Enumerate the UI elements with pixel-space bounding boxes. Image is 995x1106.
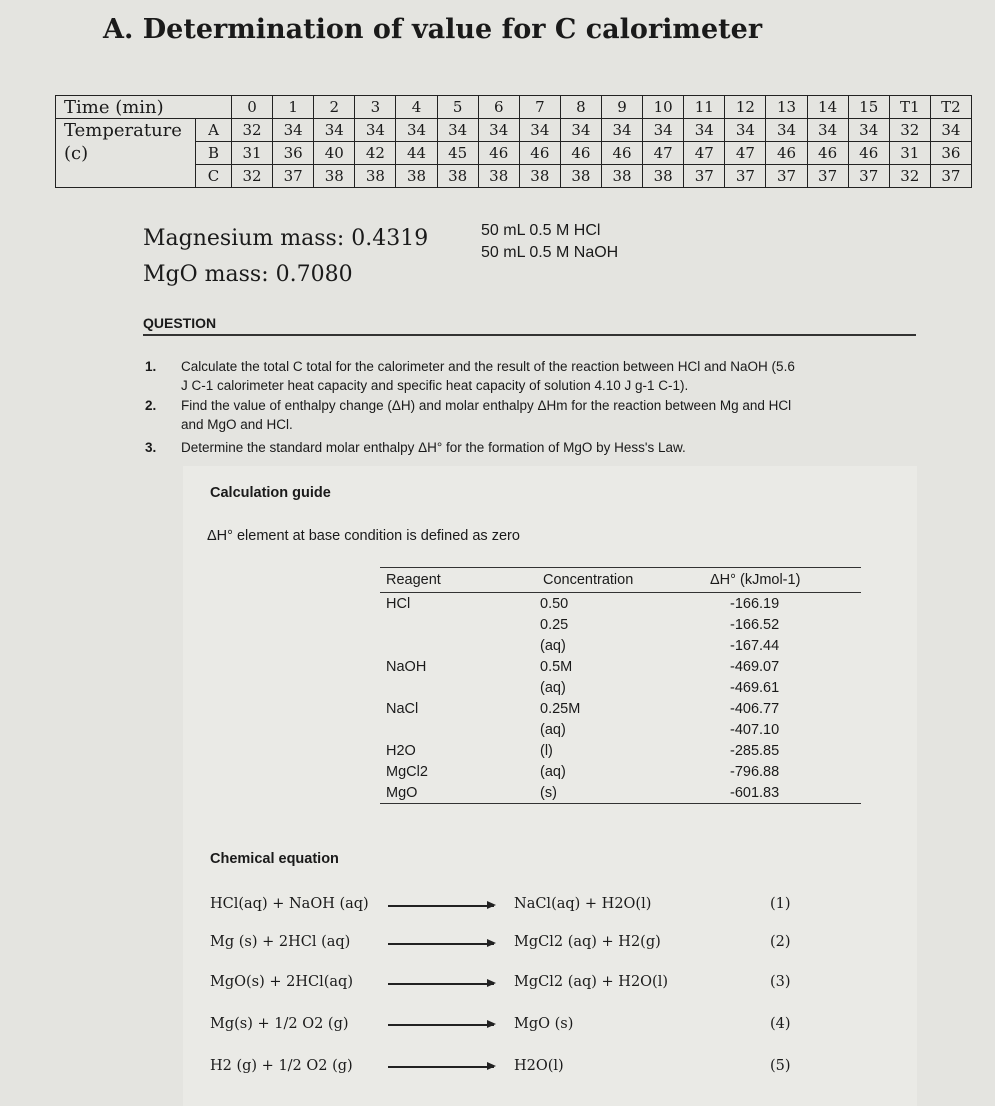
concentration-cell: (l) xyxy=(540,742,553,759)
temp-cell: 46 xyxy=(560,142,601,165)
temp-cell: 36 xyxy=(930,142,971,165)
equation-number: (1) xyxy=(770,896,791,912)
temp-cell: 34 xyxy=(478,119,519,142)
temperature-unit: (c) xyxy=(56,142,196,165)
equation-2-products: MgCl2 (aq) + H2(g) xyxy=(514,934,661,950)
temp-cell: 34 xyxy=(314,119,355,142)
temp-cell: 32 xyxy=(889,165,930,188)
reagent-cell xyxy=(380,614,540,635)
table-row xyxy=(380,698,861,719)
temp-cell: 38 xyxy=(602,165,643,188)
table-row xyxy=(380,740,861,761)
temp-cell: 37 xyxy=(725,165,766,188)
equation-4-products: MgO (s) xyxy=(514,1016,574,1032)
row-key: B xyxy=(196,142,232,165)
temp-cell: 37 xyxy=(273,165,314,188)
time-cell: 12 xyxy=(725,96,766,119)
time-cell: 2 xyxy=(314,96,355,119)
enthalpy-cell: -167.44 xyxy=(730,637,780,654)
temp-cell: 38 xyxy=(560,165,601,188)
arrow-icon xyxy=(388,983,494,985)
table-row xyxy=(380,677,861,698)
time-cell: 10 xyxy=(643,96,684,119)
hcl-solution: 50 mL 0.5 M HCl xyxy=(481,222,601,239)
concentration-cell: 0.50 xyxy=(540,595,569,612)
equation-5-products: H2O(l) xyxy=(514,1058,564,1074)
temp-cell: 38 xyxy=(396,165,437,188)
question-number: 3. xyxy=(145,440,157,455)
table-row xyxy=(380,761,861,782)
enthalpy-cell: -469.07 xyxy=(730,658,780,675)
enthalpy-table xyxy=(380,567,861,804)
table-row xyxy=(56,165,972,188)
question-3-line-1: Determine the standard molar enthalpy ΔH° for the formation of MgO by Hess's Law. xyxy=(181,440,686,455)
column-header: Concentration xyxy=(540,568,710,593)
temp-cell: 46 xyxy=(848,142,889,165)
table-row xyxy=(380,635,861,656)
question-2-line-1: Find the value of enthalpy change (ΔH) and molar enthalpy ΔHm for the reaction between Mg and HCl xyxy=(181,398,792,413)
row-key: C xyxy=(196,165,232,188)
column-header: ΔH° (kJmol-1) xyxy=(710,568,861,593)
concentration-cell: (aq) xyxy=(540,763,566,780)
temp-cell: 37 xyxy=(848,165,889,188)
temp-cell: 31 xyxy=(889,142,930,165)
enthalpy-cell: -407.10 xyxy=(730,721,780,738)
equation-heading: Chemical equation xyxy=(210,851,339,867)
reagent-cell: MgO xyxy=(380,782,540,804)
reagent-cell: MgCl2 xyxy=(386,763,428,780)
concentration-cell: (aq) xyxy=(540,637,566,654)
equation-number: (4) xyxy=(770,1016,791,1032)
concentration-cell: (aq) xyxy=(540,679,566,696)
enthalpy-cell: -406.77 xyxy=(730,700,780,717)
time-cell: 0 xyxy=(232,96,273,119)
concentration-cell: 0.5M xyxy=(540,658,573,675)
enthalpy-cell: -601.83 xyxy=(710,782,861,804)
equation-1-products: NaCl(aq) + H2O(l) xyxy=(514,896,652,912)
mgo-mass: MgO mass: 0.7080 xyxy=(143,262,353,287)
enthalpy-cell: -285.85 xyxy=(730,742,780,759)
temp-cell: 36 xyxy=(273,142,314,165)
arrow-icon xyxy=(388,1066,494,1068)
temp-cell: 34 xyxy=(273,119,314,142)
page-title: A. Determination of value for C calorimeter xyxy=(103,14,763,45)
time-cell: 9 xyxy=(602,96,643,119)
equation-4-reactants: Mg(s) + 1/2 O2 (g) xyxy=(210,1016,349,1032)
arrow-icon xyxy=(388,905,494,907)
temp-cell: 37 xyxy=(807,165,848,188)
temp-cell: 32 xyxy=(232,165,273,188)
enthalpy-cell: -469.61 xyxy=(730,679,780,696)
time-cell: 14 xyxy=(807,96,848,119)
temp-cell: 37 xyxy=(930,165,971,188)
table-row xyxy=(56,119,972,142)
temp-cell: 34 xyxy=(766,119,807,142)
temp-cell: 40 xyxy=(314,142,355,165)
temp-cell: 34 xyxy=(602,119,643,142)
temp-cell: 38 xyxy=(314,165,355,188)
temp-cell: 45 xyxy=(437,142,478,165)
arrow-icon xyxy=(388,1024,494,1026)
time-cell: 11 xyxy=(684,96,725,119)
time-cell: 7 xyxy=(519,96,560,119)
temp-cell: 42 xyxy=(355,142,396,165)
time-cell: T2 xyxy=(930,96,971,119)
temp-cell: 47 xyxy=(725,142,766,165)
time-cell: 3 xyxy=(355,96,396,119)
temp-cell: 46 xyxy=(766,142,807,165)
equation-2-reactants: Mg (s) + 2HCl (aq) xyxy=(210,934,351,950)
temp-cell: 38 xyxy=(355,165,396,188)
temp-cell: 37 xyxy=(684,165,725,188)
temp-cell: 34 xyxy=(437,119,478,142)
question-2-line-2: and MgO and HCl. xyxy=(181,417,293,432)
arrow-icon xyxy=(388,943,494,945)
temp-cell: 34 xyxy=(684,119,725,142)
temp-cell: 37 xyxy=(766,165,807,188)
guide-heading: Calculation guide xyxy=(210,485,331,501)
temp-cell: 47 xyxy=(684,142,725,165)
question-number: 2. xyxy=(145,398,157,413)
temp-cell: 34 xyxy=(643,119,684,142)
time-cell: 13 xyxy=(766,96,807,119)
enthalpy-cell: -796.88 xyxy=(730,763,780,780)
temp-cell: 46 xyxy=(478,142,519,165)
concentration-cell: (aq) xyxy=(540,721,566,738)
concentration-cell: 0.25M xyxy=(540,700,581,717)
equation-number: (5) xyxy=(770,1058,791,1074)
question-heading: QUESTION xyxy=(143,315,217,331)
temp-cell: 34 xyxy=(725,119,766,142)
temp-cell: 38 xyxy=(478,165,519,188)
time-cell: 15 xyxy=(848,96,889,119)
reagent-cell xyxy=(380,719,540,740)
temp-cell: 34 xyxy=(930,119,971,142)
time-cell: 6 xyxy=(478,96,519,119)
equation-5-reactants: H2 (g) + 1/2 O2 (g) xyxy=(210,1058,353,1074)
time-cell: 5 xyxy=(437,96,478,119)
magnesium-mass: Magnesium mass: 0.4319 xyxy=(143,226,429,251)
time-cell: 1 xyxy=(273,96,314,119)
temp-cell: 32 xyxy=(232,119,273,142)
equation-number: (3) xyxy=(770,974,791,990)
concentration-cell: 0.25 xyxy=(540,616,569,633)
temperature-label-blank xyxy=(56,165,196,188)
temp-cell: 46 xyxy=(519,142,560,165)
table-row xyxy=(380,782,861,804)
temperature-table xyxy=(55,95,972,188)
temp-cell: 47 xyxy=(643,142,684,165)
temp-cell: 31 xyxy=(232,142,273,165)
row-key: A xyxy=(196,119,232,142)
temp-cell: 32 xyxy=(889,119,930,142)
temp-cell: 38 xyxy=(519,165,560,188)
temp-cell: 38 xyxy=(437,165,478,188)
concentration-cell: (s) xyxy=(540,782,710,804)
time-cell: 4 xyxy=(396,96,437,119)
temp-cell: 34 xyxy=(560,119,601,142)
temp-cell: 34 xyxy=(519,119,560,142)
temperature-label: Temperature xyxy=(56,119,196,142)
table-row xyxy=(380,656,861,677)
equation-number: (2) xyxy=(770,934,791,950)
question-1-line-1: Calculate the total C total for the calorimeter and the result of the reaction between HCl and NaOH (5.6 xyxy=(181,359,795,374)
divider xyxy=(143,334,916,336)
table-row xyxy=(56,96,972,119)
reagent-cell: NaCl xyxy=(386,700,419,717)
table-row xyxy=(380,719,861,740)
table-row xyxy=(380,614,861,635)
equation-1-reactants: HCl(aq) + NaOH (aq) xyxy=(210,896,369,912)
time-label: Time (min) xyxy=(56,96,232,119)
question-number: 1. xyxy=(145,359,157,374)
temp-cell: 34 xyxy=(396,119,437,142)
column-header: Reagent xyxy=(380,568,540,593)
question-1-line-2: J C-1 calorimeter heat capacity and specific heat capacity of solution 4.10 J g-1 C-1). xyxy=(181,378,689,393)
guide-note: ΔH° element at base condition is defined as zero xyxy=(207,528,520,544)
reagent-cell: H2O xyxy=(386,742,416,759)
table-header-row xyxy=(380,568,861,593)
reagent-cell: NaOH xyxy=(386,658,427,675)
table-row xyxy=(56,142,972,165)
temp-cell: 44 xyxy=(396,142,437,165)
temp-cell: 34 xyxy=(355,119,396,142)
temp-cell: 46 xyxy=(602,142,643,165)
temp-cell: 38 xyxy=(643,165,684,188)
temp-cell: 34 xyxy=(807,119,848,142)
naoh-solution: 50 mL 0.5 M NaOH xyxy=(481,244,619,261)
enthalpy-cell: -166.19 xyxy=(730,595,780,612)
table-row xyxy=(380,593,861,615)
enthalpy-cell: -166.52 xyxy=(730,616,780,633)
temp-cell: 34 xyxy=(848,119,889,142)
reagent-cell xyxy=(380,677,540,698)
time-cell: T1 xyxy=(889,96,930,119)
temp-cell: 46 xyxy=(807,142,848,165)
equation-3-products: MgCl2 (aq) + H2O(l) xyxy=(514,974,669,990)
equation-3-reactants: MgO(s) + 2HCl(aq) xyxy=(210,974,353,990)
time-cell: 8 xyxy=(560,96,601,119)
reagent-cell xyxy=(380,635,540,656)
reagent-cell: HCl xyxy=(386,595,411,612)
